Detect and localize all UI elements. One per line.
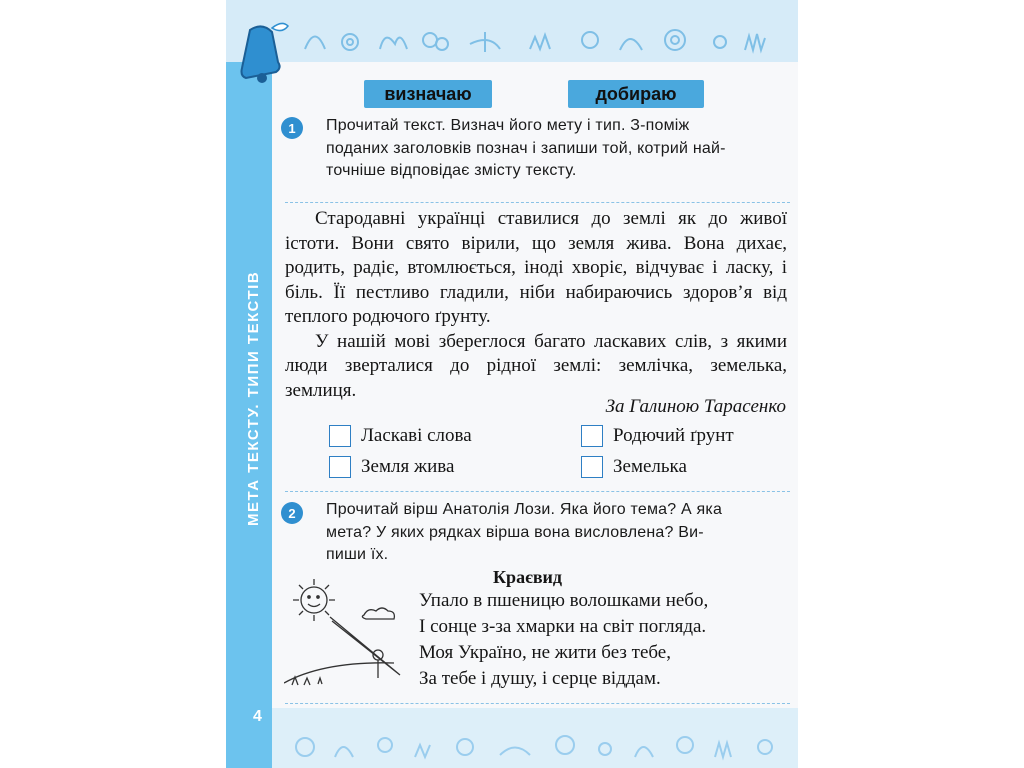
instruction-line: точніше відповідає змісту тексту. (326, 162, 577, 179)
text-line: відчуває і ласку, і біль. Її пестливо гладили, ніби (285, 257, 788, 303)
option-label: Земля жива (361, 456, 455, 477)
page-number: 4 (253, 708, 262, 725)
option-item[interactable] (581, 425, 734, 447)
badge-define: визначаю (364, 80, 492, 108)
task-number-1: 1 (281, 117, 303, 139)
ornament-row-icon (300, 14, 790, 59)
bottom-ornament-icon (285, 725, 785, 765)
divider (285, 703, 790, 704)
poem (419, 588, 708, 692)
option-label: Ласкаві слова (361, 425, 472, 446)
task-number-2: 2 (281, 502, 303, 524)
poem-line: Моя Україно, не жити без тебе, (419, 642, 671, 663)
divider (285, 202, 790, 203)
text-line: Стародавні українці ставилися до землі як до (315, 208, 728, 229)
bell-icon (232, 18, 292, 88)
sun-landscape-icon (284, 575, 409, 693)
task2-instruction (326, 499, 722, 567)
instruction-line: поданих заголовків познач і запиши той, котрий най- (326, 139, 726, 157)
text-author: За Галиною Тарасенко (605, 396, 786, 417)
text-line: набираючись здоров’я від теплого родючого ґрунту. (285, 281, 787, 327)
text-line: земелька, землиця. (285, 355, 788, 401)
checkbox[interactable] (329, 456, 351, 478)
text-line: У нашій мові збереглося багато ласкавих слів, (315, 330, 712, 352)
reading-text (285, 207, 787, 403)
text-line: Вона дихає, родить, радіє, втомлюється, іноді хворіє, (285, 232, 787, 278)
instruction-line: мета? У яких рядках вірша вона висловлена? Ви- (326, 523, 704, 541)
option-item[interactable] (581, 456, 687, 478)
checkbox[interactable] (329, 425, 351, 447)
text-line: живої істоти. Вони свято вірили, що земля жива. (285, 208, 788, 254)
option-item[interactable] (329, 425, 472, 447)
checkbox[interactable] (581, 425, 603, 447)
poem-line: І сонце з-за хмарки на світ погляда. (419, 616, 707, 637)
badge-select: добираю (568, 80, 704, 108)
option-label: Родючий ґрунт (613, 425, 734, 446)
option-item[interactable] (329, 456, 454, 478)
instruction-line: пиши їх. (326, 546, 389, 563)
checkbox[interactable] (581, 456, 603, 478)
text-line: з якими люди зверталися до рідної землі: землічка, (285, 330, 788, 376)
instruction-line: Прочитай текст. Визнач його мету і тип. З-поміж (326, 117, 690, 134)
task1-instruction (326, 115, 726, 183)
poem-line: Упало в пшеницю волошками небо, (419, 590, 709, 611)
side-section-title: МЕТА ТЕКСТУ. ТИПИ ТЕКСТІВ (245, 270, 262, 526)
option-label: Земелька (613, 456, 687, 477)
divider (285, 491, 790, 492)
instruction-line: Прочитай вірш Анатолія Лози. Яка його тема? А яка (326, 501, 723, 518)
poem-line: За тебе і душу, і серце віддам. (419, 668, 661, 689)
poem-title: Краєвид (493, 567, 563, 587)
